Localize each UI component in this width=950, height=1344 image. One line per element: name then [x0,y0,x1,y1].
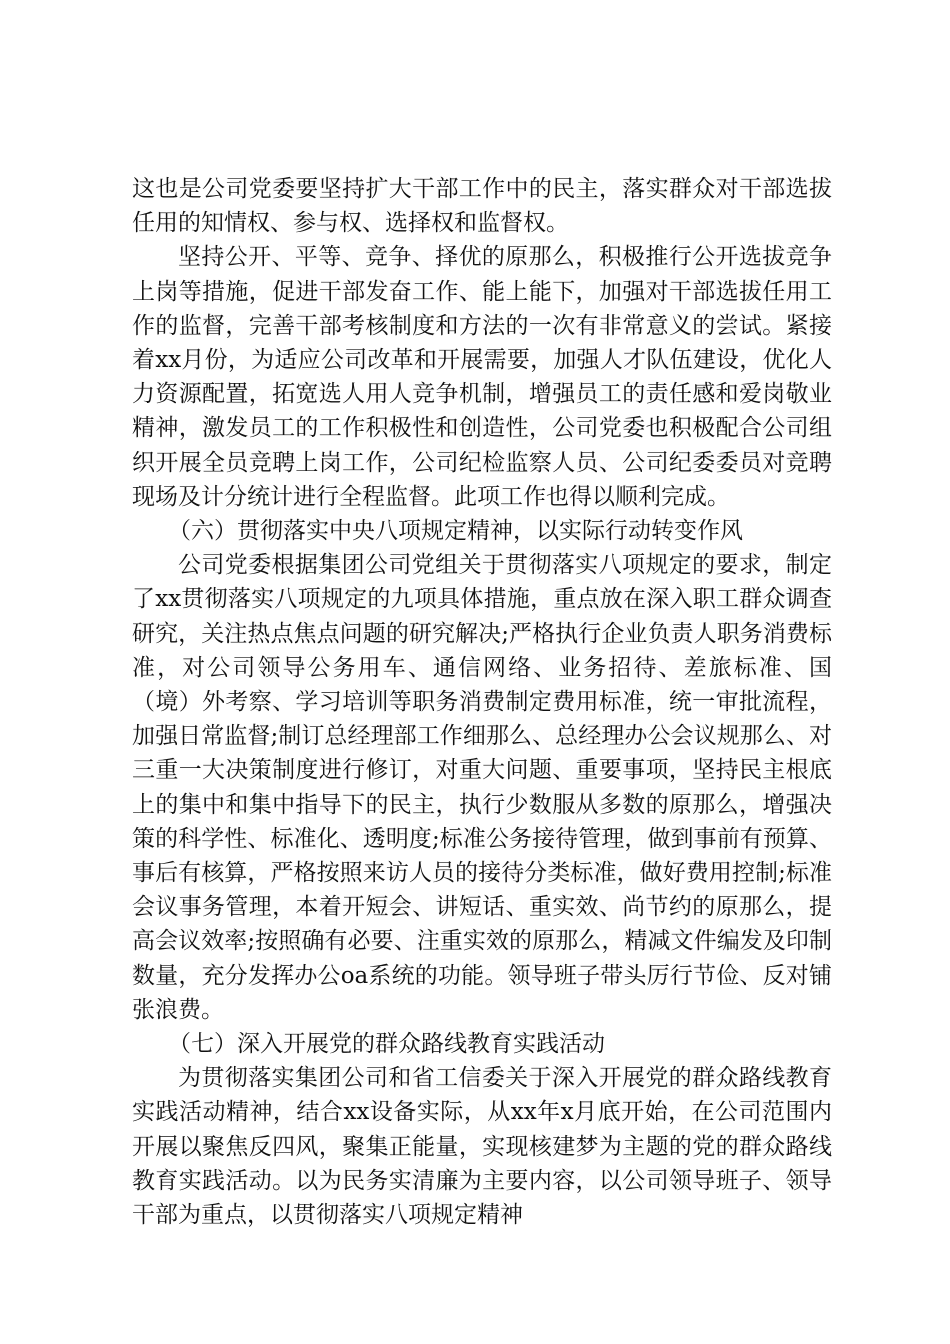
document-page [132,172,832,1232]
section-heading-seven: （七）深入开展党的群众路线教育实践活动 [168,1031,605,1058]
paragraph-eight-regulations: 公司党委根据集团公司党组关于贯彻落实八项规定的要求，制定了xx贯彻落实八项规定的九项具体措施，重点放在深入职工群众调查研究，关注热点焦点问题的研究解决;严格执行企业负责人职务消费标准，对公司领导公务用车、通信网络、业务招待、差旅标准、国（境）外考察、学习培训等职务消费制定费用标准，统一审批流程，加强日常监督;制订总经理部工作细那么、总经理办公会议规那么、对三重一大决策制度进行修订，对重大问题、重要事项，坚持民主根底上的集中和集中指导下的民主，执行少数服从多数的原那么，增强决策的科学性、标准化、透明度;标准公务接待管理，做到事前有预算、事后有核算，严格按照来访人员的接待分类标准，做好费用控制;标准会议事务管理，本着开短会、讲短话、重实效、尚节约的原那么，提高会议效率;按照确有必要、注重实效的原那么，精减文件编发及印制数量，充分发挥办公oa系统的功能。领导班子带头厉行节俭、反对铺张浪费。 [132,552,832,1023]
paragraph-mass-line-education: 为贯彻落实集团公司和省工信委关于深入开展党的群众路线教育实践活动精神，结合xx设备实际，从xx年x月底开始，在公司范围内开展以聚焦反四风，聚集正能量，实现核建梦为主题的党的群众路线教育实践活动。以为民务实清廉为主要内容，以公司领导班子、领导干部为重点，以贯彻落实八项规定精神 [132,1065,832,1229]
paragraph-open-selection: 坚持公开、平等、竞争、择优的原那么，积极推行公开选拔竞争上岗等措施，促进干部发奋工作、能上能下，加强对干部选拔任用工作的监督，完善干部考核制度和方法的一次有非常意义的尝试。紧接着xx月份，为适应公司改革和开展需要，加强人才队伍建设，优化人力资源配置，拓宽选人用人竞争机制，增强员工的责任感和爱岗敬业精神，激发员工的工作积极性和创造性，公司党委也积极配合公司组织开展全员竞聘上岗工作，公司纪检监察人员、公司纪委委员对竞聘现场及计分统计进行全程监督。此项工作也得以顺利完成。 [132,244,832,510]
paragraph-cadre-democracy: 这也是公司党委要坚持扩大干部工作中的民主，落实群众对干部选拔任用的知情权、参与权、选择权和监督权。 [132,176,832,237]
section-heading-six: （六）贯彻落实中央八项规定精神，以实际行动转变作风 [168,518,743,545]
